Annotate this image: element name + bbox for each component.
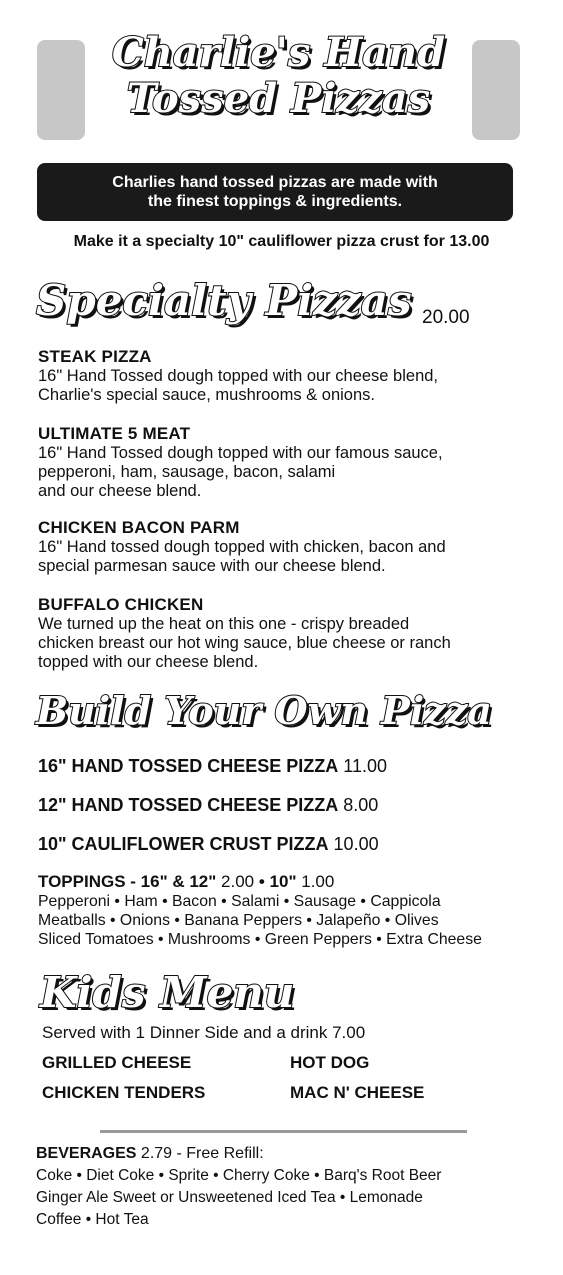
kids-item: HOT DOG: [290, 1053, 370, 1072]
item-description: 16" Hand tossed dough topped with chicken, bacon and special parmesan sauce with our cheese blend.: [38, 538, 446, 575]
section-divider: [100, 1130, 467, 1133]
beverages-list: Coke • Diet Coke • Sprite • Cherry Coke • Barq's Root Beer Ginger Ale Sweet or Unsweetened Iced Tea • Lemonade Coffee • Hot Tea: [36, 1167, 442, 1228]
byo-item-price: 11.00: [343, 756, 387, 776]
byo-item: [38, 755, 387, 777]
byo-item: [38, 833, 379, 855]
toppings-size-b: 10": [269, 872, 302, 891]
item-name: CHICKEN BACON PARM: [38, 518, 240, 537]
kids-item: CHICKEN TENDERS: [42, 1083, 206, 1102]
toppings-label: TOPPINGS: [38, 872, 126, 891]
byo-item-price: 10.00: [333, 834, 379, 854]
kids-item: GRILLED CHEESE: [42, 1053, 192, 1072]
beverages-label: BEVERAGES: [36, 1145, 137, 1162]
byo-item-name: 16" HAND TOSSED CHEESE PIZZA: [38, 756, 339, 776]
byo-item: [38, 794, 378, 816]
beverages-price: 2.79 - Free Refill:: [140, 1145, 264, 1162]
toppings-price-a: 2.00: [221, 872, 255, 891]
menu-title-line1: Charlie's Hand: [111, 29, 446, 76]
menu-title-line2: Tossed Pizzas: [126, 75, 431, 122]
item-description: We turned up the heat on this one - crispy breaded chicken breast our hot wing sauce, blue cheese or ranch topped with our cheese blend.: [38, 615, 451, 671]
kids-menu-heading: Kids Menu: [40, 968, 295, 1017]
specialty-heading: Specialty Pizzas: [36, 276, 412, 325]
item-description: 16" Hand Tossed dough topped with our cheese blend, Charlie's special sauce, mushrooms & onions.: [38, 367, 439, 404]
build-your-own-heading: Build Your Own Pizza: [36, 688, 492, 733]
byo-item-price: 8.00: [343, 795, 379, 815]
item-name: STEAK PIZZA: [38, 347, 152, 366]
toppings-section: [38, 872, 528, 949]
beverages-pricing: [36, 1143, 536, 1165]
item-name: ULTIMATE 5 MEAT: [38, 424, 191, 443]
header-tab-left: [37, 40, 85, 140]
item-description: 16" Hand Tossed dough topped with our famous sauce, pepperoni, ham, sausage, bacon, salami and our cheese blend.: [38, 444, 443, 500]
header-tab-right: [472, 40, 520, 140]
menu-item: [38, 347, 538, 405]
item-name: BUFFALO CHICKEN: [38, 595, 204, 614]
toppings-size-a: - 16" & 12": [125, 872, 222, 891]
kids-menu-subtitle: Served with 1 Dinner Side and a drink 7.00: [42, 1023, 366, 1042]
toppings-price-b: 1.00: [301, 872, 335, 891]
byo-item-name: 10" CAULIFLOWER CRUST PIZZA: [38, 834, 329, 854]
byo-item-name: 12" HAND TOSSED CHEESE PIZZA: [38, 795, 339, 815]
menu-item: [38, 424, 538, 501]
intro-banner: [37, 163, 513, 221]
menu-item: [38, 518, 538, 576]
toppings-sep: •: [254, 872, 270, 891]
kids-item: MAC N' CHEESE: [290, 1083, 425, 1102]
beverages-section: [36, 1143, 536, 1231]
specialty-price: 20.00: [422, 307, 470, 328]
toppings-list: Pepperoni • Ham • Bacon • Salami • Sausage • Cappicola Meatballs • Onions • Banana Peppers • Jalapeño • Olives Sliced Tomatoes • Mushrooms • Green Peppers • Extra Cheese: [38, 893, 482, 948]
banner-line2: the finest toppings & ingredients.: [147, 193, 403, 210]
menu-title: [85, 30, 472, 122]
menu-item: [38, 595, 538, 672]
banner-line1: Charlies hand tossed pizzas are made with: [112, 174, 438, 191]
cauliflower-crust-note: Make it a specialty 10" cauliflower pizza crust for 13.00: [73, 233, 490, 250]
toppings-pricing: [38, 872, 528, 892]
